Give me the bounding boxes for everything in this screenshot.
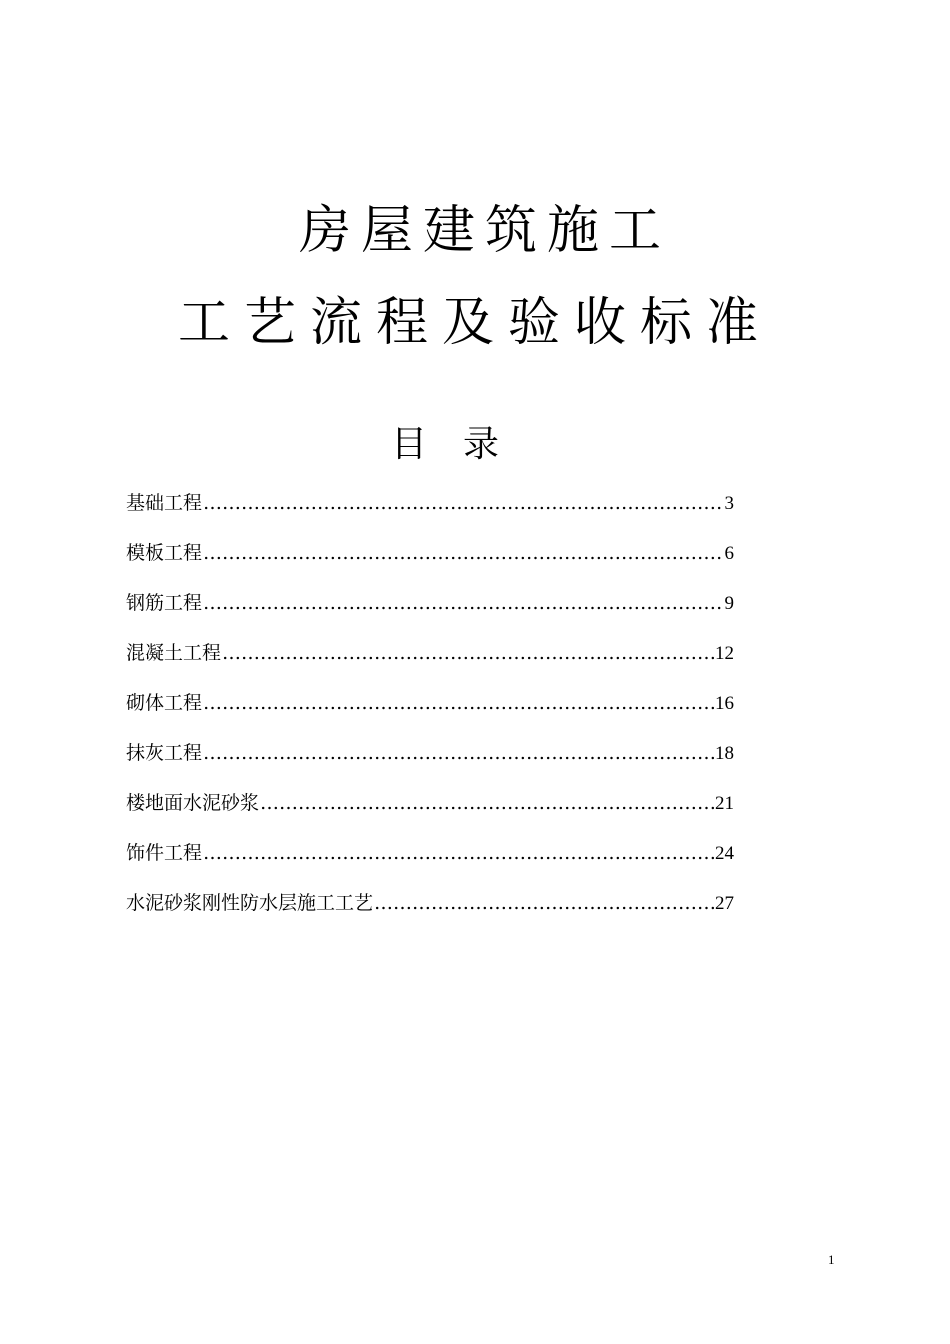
toc-item-label: 楼地面水泥砂浆 bbox=[126, 792, 260, 814]
toc-item-page: 16 bbox=[715, 693, 734, 714]
table-of-contents bbox=[126, 488, 734, 938]
toc-leader-dots bbox=[260, 788, 714, 818]
toc-item-plastering[interactable] bbox=[126, 738, 734, 788]
document-title-line-2: 工艺流程及验收标准 bbox=[177, 293, 772, 353]
toc-heading: 目录 bbox=[390, 424, 535, 465]
toc-item-formwork[interactable] bbox=[126, 538, 734, 588]
toc-item-label: 模板工程 bbox=[126, 542, 203, 564]
toc-item-label: 基础工程 bbox=[126, 492, 203, 514]
toc-item-page: 12 bbox=[715, 643, 734, 664]
toc-item-page: 27 bbox=[715, 893, 734, 914]
toc-item-page: 3 bbox=[724, 493, 734, 514]
toc-item-foundation[interactable] bbox=[126, 488, 734, 538]
toc-item-label: 水泥砂浆刚性防水层施工工艺 bbox=[126, 892, 374, 914]
document-title-line-1: 房屋建筑施工 bbox=[298, 201, 671, 261]
toc-item-label: 砌体工程 bbox=[126, 692, 203, 714]
toc-item-rebar[interactable] bbox=[126, 588, 734, 638]
toc-leader-dots bbox=[203, 488, 723, 518]
toc-item-masonry[interactable] bbox=[126, 688, 734, 738]
toc-item-page: 18 bbox=[715, 743, 734, 764]
toc-item-label: 饰件工程 bbox=[126, 842, 203, 864]
toc-item-page: 21 bbox=[715, 793, 734, 814]
toc-item-page: 6 bbox=[724, 543, 734, 564]
toc-item-fittings[interactable] bbox=[126, 838, 734, 888]
toc-leader-dots bbox=[203, 838, 714, 868]
toc-leader-dots bbox=[203, 538, 723, 568]
toc-item-label: 抹灰工程 bbox=[126, 742, 203, 764]
toc-item-concrete[interactable] bbox=[126, 638, 734, 688]
toc-leader-dots bbox=[222, 638, 714, 668]
toc-item-label: 钢筋工程 bbox=[126, 592, 203, 614]
toc-leader-dots bbox=[203, 588, 723, 618]
toc-item-label: 混凝土工程 bbox=[126, 642, 222, 664]
toc-leader-dots bbox=[374, 888, 714, 918]
toc-leader-dots bbox=[203, 738, 714, 768]
page-number: 1 bbox=[828, 1252, 835, 1267]
toc-leader-dots bbox=[203, 688, 714, 718]
toc-item-page: 9 bbox=[724, 593, 734, 614]
toc-item-page: 24 bbox=[715, 843, 734, 864]
toc-item-floor-mortar[interactable] bbox=[126, 788, 734, 838]
toc-item-waterproofing[interactable] bbox=[126, 888, 734, 938]
